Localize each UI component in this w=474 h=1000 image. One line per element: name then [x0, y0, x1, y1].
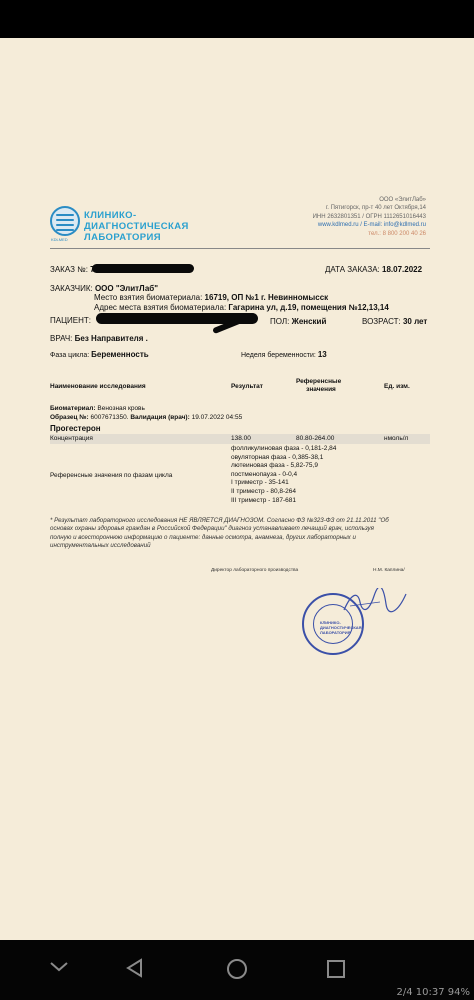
globe-icon [50, 206, 80, 236]
home-icon[interactable] [225, 957, 249, 981]
phase-ref-item: I триместр - 35-141 [231, 479, 289, 487]
col-result: Результат [231, 383, 263, 390]
customer: ЗАКАЗЧИК: ООО "ЭлитЛаб" [50, 284, 159, 293]
lab-stamp [302, 593, 364, 655]
col-units: Ед. изм. [384, 383, 410, 390]
pregnancy-week: Неделя беременности: 13 [241, 350, 327, 359]
phase-ref-title: Референсные значения по фазам цикла [50, 472, 173, 479]
biomaterial: Биоматериал: Венозная кровь [50, 405, 145, 412]
top-black-bar [0, 0, 474, 38]
doctor: ВРАЧ: Без Направителя . [50, 334, 148, 343]
sample-place: Место взятия биоматериала: 16719, ОП №1 г. Невинномысск [94, 293, 329, 302]
order-number: ЗАКАЗ №: [50, 265, 88, 274]
phase-ref-item: постменопауза - 0-0,4 [231, 470, 298, 478]
document-page [0, 38, 474, 940]
phase-ref-item: овуляторная фаза - 0,385-38,1 [231, 453, 324, 461]
status-text: 2/4 10:37 94% [396, 987, 470, 998]
patient-label: ПАЦИЕНТ: [50, 316, 91, 325]
phase-ref-item: II триместр - 80,8-264 [231, 487, 297, 495]
phase-ref-item: лютеиновая фаза - 5,82-75,9 [231, 462, 318, 470]
director-name: Н.М. Каплина/ [373, 568, 405, 573]
result-row-name: Концентрация [50, 435, 93, 442]
patient-age: ВОЗРАСТ: 30 лет [362, 317, 428, 326]
sample-address: Адрес места взятия биоматериала: Гагарина ул, д.19, помещения №12,13,14 [94, 303, 389, 312]
test-group-title: Прогестерон [50, 424, 101, 433]
result-value: 138.00 [231, 435, 251, 442]
cycle-phase: Фаза цикла: Беременность [50, 350, 149, 359]
header-divider [50, 248, 430, 249]
logo-subtitle: KDLMED [51, 237, 68, 242]
navigation-bar [0, 940, 474, 1000]
redaction-mark [92, 264, 194, 273]
recents-icon[interactable] [325, 958, 347, 980]
sample-info: Образец №: 6007671350. Валидация (врач): 19.07.2022 04:55 [50, 414, 243, 421]
result-reference: 80.80-264.00 [296, 435, 335, 442]
logo-text: КЛИНИКО- ДИАГНОСТИЧЕСКАЯ ЛАБОРАТОРИЯ [84, 210, 189, 243]
stamp-text: КЛИНИКО- ДИАГНОСТИЧЕСКАЯ ЛАБОРАТОРИЯ [320, 620, 362, 635]
patient-sex: ПОЛ: Женский [270, 317, 327, 326]
col-reference: Референсные значения [296, 378, 342, 393]
result-units: нмоль/л [384, 435, 409, 442]
company-info: ООО «ЭлитЛаб» г. Пятигорск, пр-т 40 лет Октября,14 ИНН 2632801351 / ОГРН 1112651016443 www.kdlmed.ru / E-mail: info@kdlmed.ru тел.: 8 800 200 40 26 [312, 197, 426, 237]
phase-ref-list [231, 445, 336, 505]
phase-ref-item: фолликулиновая фаза - 0,181-2,84 [231, 445, 337, 452]
footnote: * Результат лабораторного исследования НЕ ЯВЛЯЕТСЯ ДИАГНОЗОМ. Согласно ФЗ №323-ФЗ от 21.11.2011 "Об основах охраны здоровья граждан в Российской Федерации" диагноз устанавливает лечащий врач, используя полную и всестороннюю информацию о пациенте: данные осмотра, анамнеза, других лабораторных и инструментальных исследований [50, 517, 389, 550]
phase-ref-item: III триместр - 187-681 [231, 496, 297, 504]
lab-logo [50, 206, 190, 242]
col-name: Наименование исследования [50, 383, 146, 390]
director-label: Директор лабораторного производства [211, 568, 299, 573]
chevron-down-icon[interactable] [48, 960, 70, 974]
back-icon[interactable] [124, 957, 146, 979]
order-date: ДАТА ЗАКАЗА: 18.07.2022 [325, 265, 423, 274]
